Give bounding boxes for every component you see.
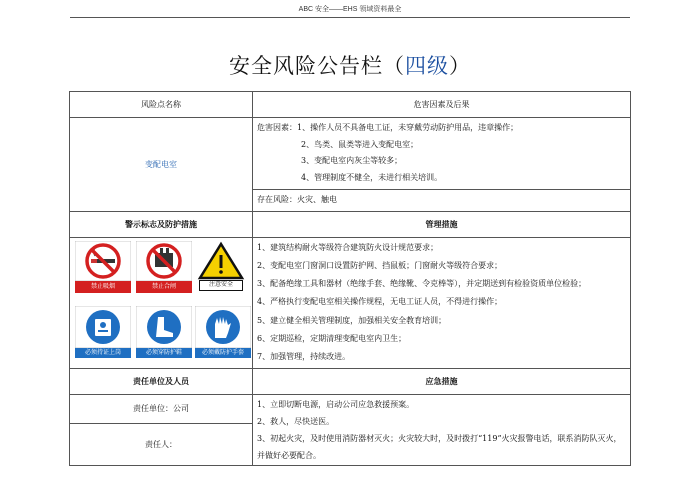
management-list (253, 237, 631, 368)
sign-protective-gloves (195, 306, 251, 358)
risk-name-header: 风险点名称 (70, 92, 253, 118)
protective-shoes-icon (136, 306, 192, 348)
emergency-header: 应急措施 (253, 368, 631, 394)
hazard-list (253, 118, 631, 190)
responsibility-header: 责任单位及人员 (70, 368, 253, 394)
document-header: ABC 安全——EHS 领域资料最全 (298, 6, 402, 13)
sign-label: 注意安全 (199, 280, 243, 291)
management-header: 管理措施 (253, 211, 631, 237)
management-item: 7、加强管理，持续改进。 (257, 352, 351, 362)
sign-protective-shoes (136, 306, 192, 358)
management-item: 6、定期巡检，定期清理变配电室内卫生； (257, 333, 407, 343)
management-item: 3、配备绝缘工具和器材（绝缘手套、绝缘靴、令克棒等），并定期送到有检验资质单位检验； (257, 279, 587, 289)
emergency-list (253, 394, 631, 465)
emergency-item: 1、立即切断电源，启动公司应急救援预案。 (257, 399, 415, 409)
sign-label: 必须穿防护鞋 (136, 348, 192, 358)
sign-label: 禁止合闸 (136, 281, 192, 293)
title-level: 四级 (405, 54, 449, 78)
title-main: 安全风险公告栏（ (229, 54, 405, 78)
management-item: 2、变配电室门窗洞口设置防护网、挡鼠板；门窗耐火等级符合要求； (257, 260, 503, 270)
risk-notice-table (69, 91, 631, 466)
responsible-unit: 责任单位：公司 (70, 394, 253, 423)
responsible-person: 责任人： (70, 423, 253, 465)
hazard-item: 4、管理制度不健全，未进行相关培训。 (301, 172, 443, 182)
sign-no-smoking (75, 241, 131, 293)
sign-label: 必须持证上岗 (75, 348, 131, 358)
no-smoking-icon (75, 241, 131, 281)
sign-no-switching (136, 241, 192, 293)
title-close: ） (449, 54, 471, 78)
protective-gloves-icon (195, 306, 251, 348)
warning-signs (70, 237, 253, 368)
hazard-item: 3、变配电室内灰尘等较多； (301, 156, 403, 165)
sign-caution (195, 241, 247, 293)
page-title (0, 50, 700, 80)
hazard-header: 危害因素及后果 (253, 92, 631, 118)
sign-certificate (75, 306, 131, 358)
no-switching-on-icon (136, 241, 192, 281)
existing-risk: 存在风险：火灾、触电 (253, 190, 631, 212)
management-item: 4、严格执行变配电室相关操作规程，无电工证人员，不得进行操作； (257, 297, 503, 307)
certificate-required-icon (75, 306, 131, 348)
sign-label: 必须戴防护手套 (195, 348, 251, 358)
emergency-item: 2、救人，尽快送医。 (257, 416, 335, 426)
emergency-item: 3、初起火灾，及时使用消防器材灭火；火灾较大时，及时拨打“119”火灾报警电话，联系消防队灭火，并做好必要配合。 (257, 433, 622, 460)
header-divider (70, 17, 630, 18)
sign-label: 禁止吸烟 (75, 281, 131, 293)
hazard-item: 危害因素：1、操作人员不具备电工证，未穿戴劳动防护用品，违章操作； (257, 123, 519, 132)
risk-point-name: 变配电室 (70, 118, 253, 212)
hazard-item: 2、鸟类、鼠类等进入变配电室； (301, 139, 419, 149)
management-item: 1、建筑结构耐火等级符合建筑防火设计规范要求； (257, 242, 439, 252)
signs-header: 警示标志及防护措施 (70, 211, 253, 237)
caution-icon (195, 241, 247, 281)
management-item: 5、建立健全相关管理制度，加强相关安全教育培训； (257, 315, 447, 325)
